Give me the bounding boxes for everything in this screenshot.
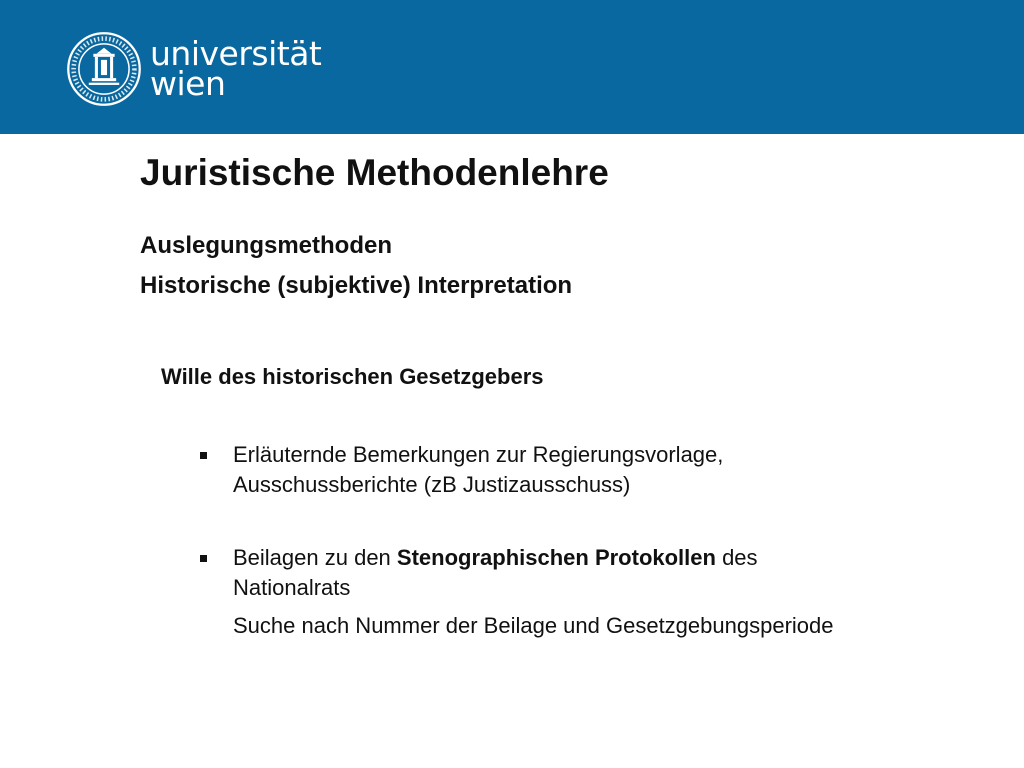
bullet-bold-term: Stenographischen Protokollen <box>396 545 716 570</box>
bullet-text <box>233 543 758 603</box>
bullet-line: Erläuternde Bemerkungen zur Regierungsvorlage, <box>233 442 724 467</box>
bullet-prefix: Beilagen zu den <box>233 545 397 570</box>
logo-wordmark <box>150 34 322 103</box>
bullet-line <box>233 543 758 573</box>
slide-title: Juristische Methodenlehre <box>140 152 609 193</box>
topic-heading: Wille des historischen Gesetzgebers <box>161 364 544 389</box>
search-note: Suche nach Nummer der Beilage und Gesetzgebungsperiode <box>233 613 834 638</box>
header-band <box>0 0 1024 134</box>
university-logo <box>66 30 321 108</box>
bullet-item <box>198 440 978 500</box>
subtitle-auslegungsmethoden: Auslegungsmethoden <box>140 232 393 259</box>
bullet-item <box>198 543 978 603</box>
bullet-text <box>233 440 723 500</box>
logo-line-2: wien <box>150 64 226 103</box>
bullet-suffix: des <box>715 545 758 570</box>
subtitle-historische-interpretation: Historische (subjektive) Interpretation <box>140 272 573 299</box>
square-bullet-icon <box>198 440 233 500</box>
bullet-line: Ausschussberichte (zB Justizausschuss) <box>233 472 631 497</box>
bullet-line: Nationalrats <box>233 575 351 600</box>
square-bullet-icon <box>198 543 233 603</box>
university-seal-icon <box>66 31 142 107</box>
logo-line-1: universität <box>150 34 322 73</box>
